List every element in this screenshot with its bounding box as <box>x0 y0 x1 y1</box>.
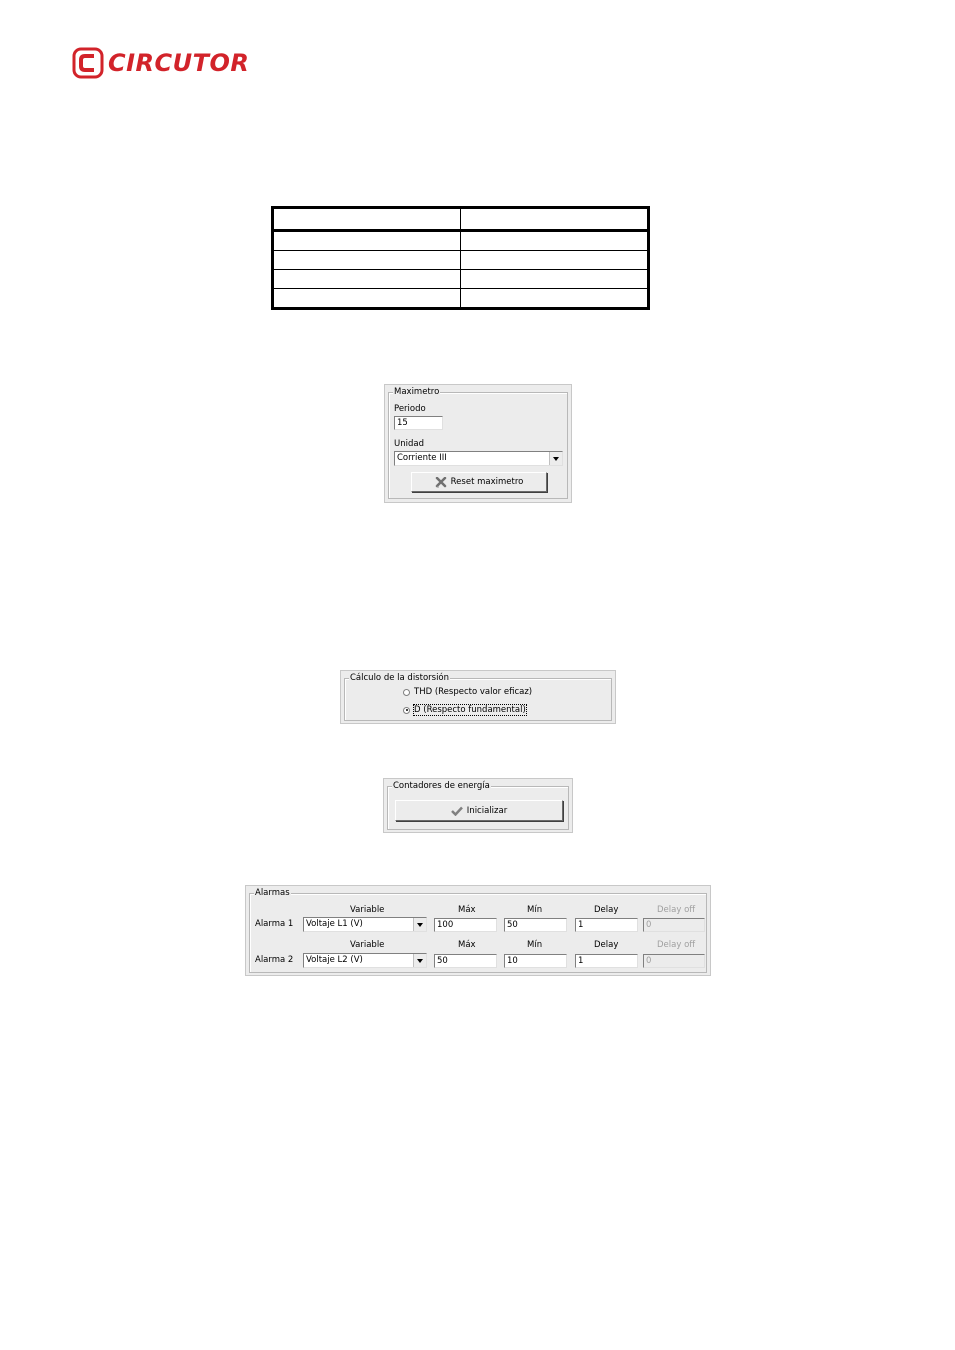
table-cell <box>273 231 461 251</box>
table-cell <box>273 270 461 289</box>
table-cell <box>273 208 461 231</box>
delay-off-header: Delay off <box>657 940 696 950</box>
chevron-down-icon <box>553 457 559 461</box>
table-cell <box>461 270 649 289</box>
table-cell <box>461 251 649 270</box>
chevron-down-icon <box>417 959 423 963</box>
alarma-2-label: Alarma 2 <box>255 955 294 965</box>
reset-maximetro-label: Reset maximetro <box>450 477 524 487</box>
table-cell <box>461 289 649 309</box>
table-cell <box>273 289 461 309</box>
dropdown-button[interactable] <box>413 954 426 967</box>
variable-header: Variable <box>350 905 385 915</box>
circutor-logo-icon <box>72 47 104 79</box>
table-row <box>273 289 649 309</box>
distorsion-group <box>344 673 612 721</box>
alarmas-panel <box>245 885 711 976</box>
contadores-panel <box>383 778 573 833</box>
d-radio[interactable] <box>403 707 410 714</box>
delay-off-header: Delay off <box>657 905 696 915</box>
broom-icon <box>435 477 447 488</box>
brand-name: CIRCUTOR <box>108 49 250 77</box>
alarma-1-delay-off-input: 0 <box>643 918 705 932</box>
checkmark-icon <box>451 806 463 816</box>
unidad-select-value: Corriente III <box>397 453 447 463</box>
periodo-label: Periodo <box>394 404 426 414</box>
alarma-2-max-input[interactable]: 50 <box>434 954 497 968</box>
d-label: D (Respecto fundamental) <box>414 705 526 715</box>
unidad-label: Unidad <box>394 439 424 449</box>
maximetro-panel <box>384 384 572 503</box>
min-header: Mín <box>527 905 543 915</box>
alarma-1-min-input[interactable]: 50 <box>504 918 567 932</box>
table-row <box>273 208 649 231</box>
alarma-2-delay-off-input: 0 <box>643 954 705 968</box>
d-option[interactable] <box>403 705 526 715</box>
variable-header: Variable <box>350 940 385 950</box>
delay-header: Delay <box>594 905 619 915</box>
delay-header: Delay <box>594 940 619 950</box>
alarmas-title: Alarmas <box>255 888 290 898</box>
alarma-1-delay-input[interactable]: 1 <box>575 918 638 932</box>
dropdown-button[interactable] <box>413 918 426 931</box>
chevron-down-icon <box>417 923 423 927</box>
max-header: Máx <box>458 940 476 950</box>
thd-label: THD (Respecto valor eficaz) <box>414 687 533 697</box>
inicializar-button[interactable] <box>395 800 563 821</box>
alarma-1-max-input[interactable]: 100 <box>434 918 497 932</box>
contadores-group <box>387 781 569 830</box>
alarma-1-variable-value: Voltaje L1 (V) <box>306 919 363 929</box>
alarmas-group <box>249 888 707 973</box>
unidad-select[interactable] <box>394 451 563 466</box>
data-table <box>271 206 650 310</box>
maximetro-title: Maximetro <box>394 387 440 397</box>
alarma-2-variable-value: Voltaje L2 (V) <box>306 955 363 965</box>
max-header: Máx <box>458 905 476 915</box>
table-cell <box>461 208 649 231</box>
alarma-1-label: Alarma 1 <box>255 919 294 929</box>
distorsion-title: Cálculo de la distorsión <box>350 673 450 683</box>
periodo-input[interactable]: 15 <box>394 416 443 430</box>
inicializar-label: Inicializar <box>466 805 508 816</box>
alarma-2-min-input[interactable]: 10 <box>504 954 567 968</box>
table-cell <box>461 231 649 251</box>
alarma-1-variable-select[interactable] <box>303 917 427 932</box>
maximetro-group <box>388 387 568 499</box>
reset-maximetro-button[interactable] <box>411 472 547 492</box>
min-header: Mín <box>527 940 543 950</box>
dropdown-button[interactable] <box>549 452 562 465</box>
thd-radio[interactable] <box>403 689 410 696</box>
alarma-2-delay-input[interactable]: 1 <box>575 954 638 968</box>
distorsion-panel <box>340 670 616 724</box>
thd-option[interactable] <box>403 687 532 697</box>
table-cell <box>273 251 461 270</box>
alarma-2-variable-select[interactable] <box>303 953 427 968</box>
contadores-title: Contadores de energía <box>393 781 490 791</box>
circutor-logo <box>72 46 249 80</box>
table-row <box>273 270 649 289</box>
table-row <box>273 251 649 270</box>
table-row <box>273 231 649 251</box>
